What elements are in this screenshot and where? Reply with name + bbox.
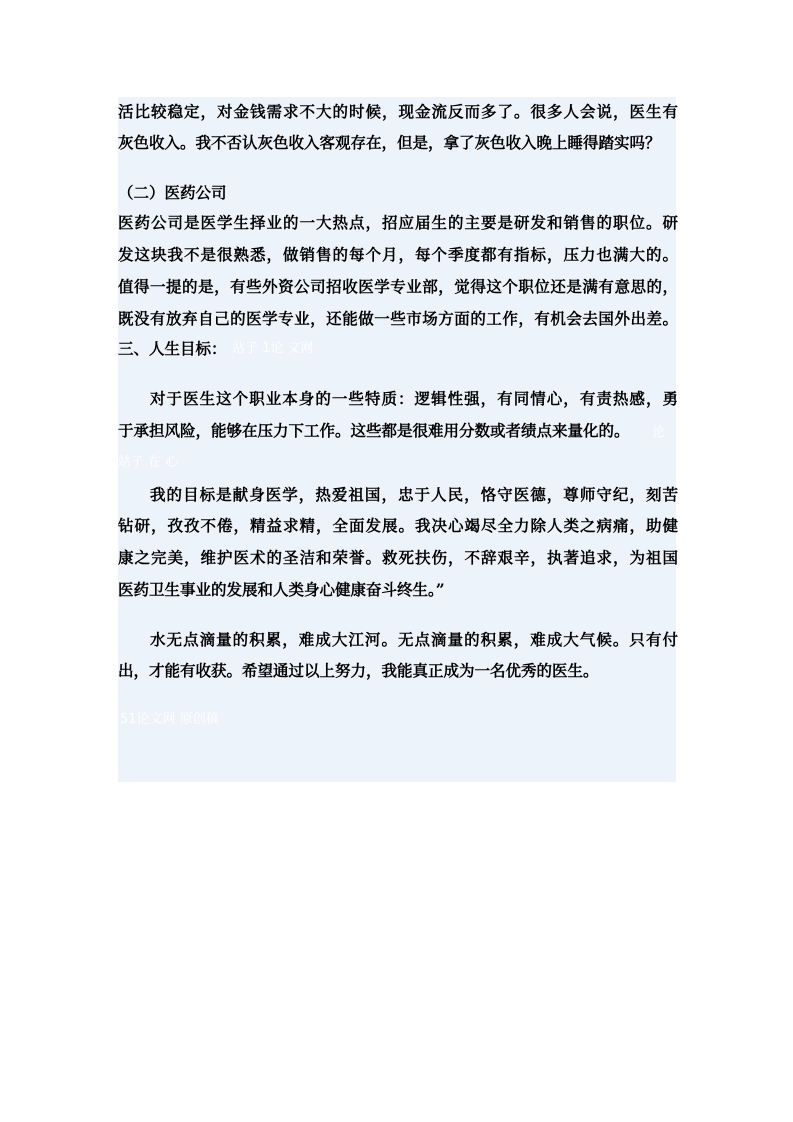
section-3-para-1-line-1: 对于医生这个职业本身的一些特质：逻辑性强，有同情心，有责热感，勇	[150, 389, 678, 408]
paragraph-1-line-2: 灰色收入。我不否认灰色收入客观存在，但是，拿了灰色收入晚上睡得踏实吗？	[118, 133, 661, 152]
section-2-line-4: 既没有放弃自己的医学专业，还能做一些市场方面的工作，有机会去国外出差。	[118, 309, 678, 328]
section-3-para-2-line-2: 钻研，孜孜不倦，精益求精，全面发展。我决心竭尽全力除人类之病痛，助健	[118, 516, 678, 535]
section-3-heading: 三、人生目标：	[118, 339, 227, 358]
section-3-para-2-line-3: 康之完美，维护医术的圣洁和荣誉。救死扶伤，不辞艰辛，执著追求，为祖国	[118, 548, 678, 567]
section-3-para-2-line-4: 医药卫生事业的发展和人类身心健康奋斗终生。”	[118, 580, 445, 599]
section-2-heading: （二）医药公司	[118, 183, 227, 202]
section-2-line-1: 医药公司是医学生择业的一大热点，招应届生的主要是研发和销售的职位。研	[118, 213, 678, 232]
section-3-para-3-line-2: 出，才能有收获。希望通过以上努力，我能真正成为一名优秀的医生。	[118, 661, 599, 680]
section-3-para-2-line-1: 我的目标是献身医学，热爱祖国，忠于人民，恪守医德，尊师守纪，刻苦	[150, 485, 678, 504]
paragraph-1-line-1: 活比较稳定，对金钱需求不大的时候，现金流反而多了。很多人会说，医生有	[118, 102, 678, 121]
section-2-line-3: 值得一提的是，有些外资公司招收医学专业部，觉得这个职位还是满有意思的，	[118, 277, 678, 296]
watermark-1: 站子 1论 文网	[232, 341, 314, 356]
section-2-line-2: 发这块我不是很熟悉，做销售的每个月，每个季度都有指标，压力也满大的。	[118, 245, 678, 264]
watermark-2b: 站子 在 心	[118, 455, 179, 470]
watermark-3: 51论文网 原创稿	[120, 712, 219, 727]
watermark-2a: 论	[652, 425, 666, 440]
section-3-para-1-line-2: 于承担风险，能够在压力下工作。这些都是很难用分数或者绩点来量化的。	[118, 421, 630, 440]
section-3-para-3-line-1: 水无点滴量的积累，难成大江河。无点滴量的积累，难成大气候。只有付	[150, 630, 678, 649]
